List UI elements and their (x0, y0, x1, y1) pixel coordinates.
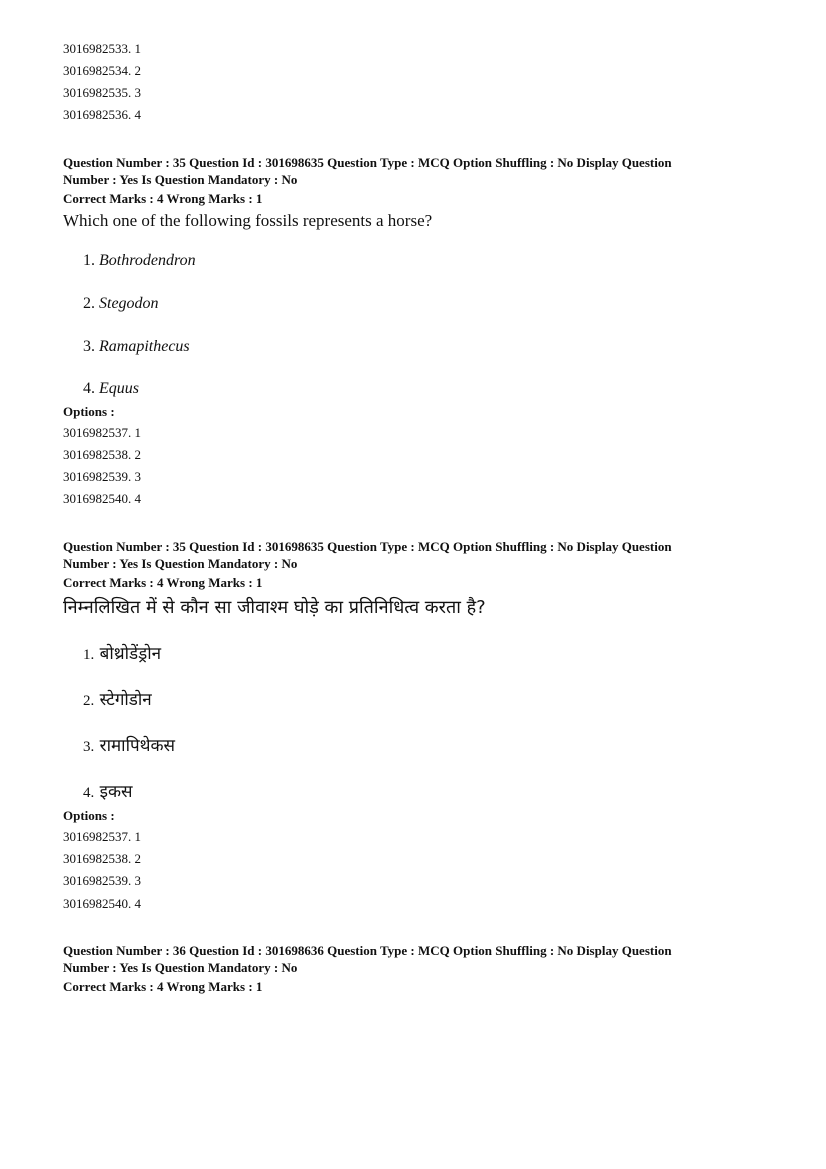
option-line: 3016982539. 3 (63, 873, 141, 888)
choice-number: 4. (83, 380, 95, 397)
option-line: 3016982537. 1 (63, 425, 141, 440)
choice-text: Equus (99, 380, 139, 397)
question-text: निम्नलिखित में से कौन सा जीवाश्म घोड़े का प्रतिनिधित्व करता है? (63, 597, 486, 618)
choice-number: 1. (83, 252, 95, 269)
question-meta-line1: Question Number : 35 Question Id : 301698635 Question Type : MCQ Option Shuffling : No Display Question (63, 539, 672, 554)
question-meta (63, 155, 763, 208)
choice-text: इकस (99, 782, 133, 802)
choice-text: Stegodon (99, 295, 159, 312)
choice-item (83, 689, 152, 712)
choice-item (83, 781, 133, 804)
choice-text: Ramapithecus (99, 338, 190, 355)
question-meta-line1: Question Number : 35 Question Id : 301698635 Question Type : MCQ Option Shuffling : No Display Question (63, 155, 672, 170)
choice-text: रामापिथेकस (99, 736, 176, 756)
question-meta (63, 943, 763, 996)
choice-item (83, 251, 196, 271)
question-marks: Correct Marks : 4 Wrong Marks : 1 (63, 575, 263, 590)
choice-text: स्टेगोडोन (99, 690, 152, 710)
question-meta-line2: Number : Yes Is Question Mandatory : No (63, 555, 298, 571)
question-text: Which one of the following fossils represents a horse? (63, 211, 433, 230)
choice-item (83, 735, 175, 758)
choice-item (83, 379, 139, 399)
option-line: 3016982539. 3 (63, 469, 141, 484)
choice-item (83, 643, 161, 666)
choice-number: 4. (83, 785, 95, 801)
option-line: 3016982538. 2 (63, 851, 141, 866)
choice-item (83, 337, 190, 357)
question-meta (63, 539, 763, 592)
option-line: 3016982540. 4 (63, 896, 141, 911)
option-line: 3016982538. 2 (63, 447, 141, 462)
choice-number: 1. (83, 647, 95, 663)
question-meta-line1: Question Number : 36 Question Id : 301698636 Question Type : MCQ Option Shuffling : No Display Question (63, 943, 672, 958)
choice-text: बोथ्रोडेंड्रोन (99, 644, 162, 664)
choice-number: 3. (83, 338, 95, 355)
question-meta-line2: Number : Yes Is Question Mandatory : No (63, 959, 298, 975)
options-label: Options : (63, 808, 115, 823)
choice-item (83, 294, 159, 314)
choice-number: 2. (83, 693, 95, 709)
choice-text: Bothrodendron (99, 252, 196, 269)
option-line: 3016982535. 3 (63, 85, 141, 100)
option-line: 3016982537. 1 (63, 829, 141, 844)
question-marks: Correct Marks : 4 Wrong Marks : 1 (63, 979, 263, 994)
option-line: 3016982534. 2 (63, 63, 141, 78)
choice-number: 3. (83, 739, 95, 755)
option-line: 3016982536. 4 (63, 107, 141, 122)
option-line: 3016982533. 1 (63, 41, 141, 56)
question-meta-line2: Number : Yes Is Question Mandatory : No (63, 171, 298, 187)
question-marks: Correct Marks : 4 Wrong Marks : 1 (63, 191, 263, 206)
options-label: Options : (63, 404, 115, 419)
choice-number: 2. (83, 295, 95, 312)
option-line: 3016982540. 4 (63, 491, 141, 506)
